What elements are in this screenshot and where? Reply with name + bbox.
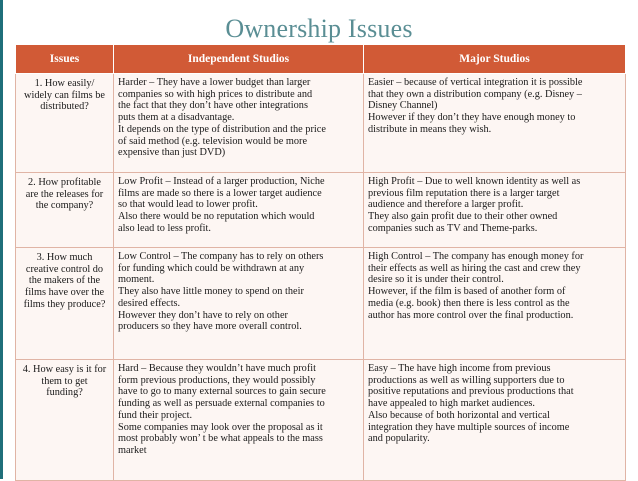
independent-line: films are made so there is a lower target audience xyxy=(118,187,322,199)
major-line: that they own a distribution company (e.g. Disney – xyxy=(368,88,582,100)
issue-cell xyxy=(16,173,114,248)
independent-line: for funding which could be withdrawn at any xyxy=(118,262,305,274)
independent-line: Also there would be no reputation which would xyxy=(118,211,315,223)
major-line: media (e.g. book) then there is less control as the xyxy=(368,297,570,309)
major-line: and popularity. xyxy=(368,433,430,445)
independent-cell xyxy=(114,248,364,360)
major-line: integration they have multiple sources of income xyxy=(368,421,570,433)
issue-line: creative control do xyxy=(25,263,104,275)
issue-line: the company? xyxy=(35,200,94,212)
issue-line: the makers of the xyxy=(28,275,101,287)
issue-cell xyxy=(16,360,114,481)
major-line: positive reputations and previous productions that xyxy=(368,386,574,398)
major-line: audience and therefore a larger profit. xyxy=(368,199,524,211)
independent-line: They also have little money to spend on their xyxy=(118,286,304,298)
issue-line: 2. How profitable xyxy=(28,177,101,188)
table-row xyxy=(16,360,626,481)
independent-line: the fact that they don’t have other integrations xyxy=(118,100,308,112)
major-line: However if they don’t they have enough money to xyxy=(368,112,576,124)
major-line: High Control – The company has enough money for xyxy=(368,251,584,262)
independent-line: However they don’t have to rely on other xyxy=(118,309,288,321)
independent-line: Low Control – The company has to rely on others xyxy=(118,251,324,262)
issue-line: distributed? xyxy=(40,101,89,113)
independent-line: Harder – They have a lower budget than larger xyxy=(118,77,311,88)
issue-line: 1. How easily/ xyxy=(34,78,95,89)
independent-line: expensive than just DVD) xyxy=(118,147,226,159)
independent-line: funding as well as persuade external companies to xyxy=(118,398,325,410)
major-cell xyxy=(364,173,626,248)
independent-line: market xyxy=(118,444,147,456)
ownership-table xyxy=(15,44,626,481)
independent-cell xyxy=(114,74,364,173)
issue-line: films have over the xyxy=(24,287,105,299)
issue-line: funding? xyxy=(46,387,83,399)
independent-line: producers so they have more overall control. xyxy=(118,321,302,333)
major-line: distribute in means they wish. xyxy=(368,123,492,135)
issue-line: 4. How easy is it for xyxy=(22,364,107,375)
independent-cell xyxy=(114,173,364,248)
independent-line: also lead to less profit. xyxy=(118,222,211,234)
major-line: They also gain profit due to their other owned xyxy=(368,211,558,223)
table-row xyxy=(16,74,626,173)
header-issues: Issues xyxy=(16,45,114,74)
independent-line: desired effects. xyxy=(118,297,181,309)
independent-cell xyxy=(114,360,364,481)
independent-line: Some companies may look over the proposal as it xyxy=(118,421,323,433)
left-accent-bar xyxy=(0,0,3,479)
independent-line: It depends on the type of distribution and the price xyxy=(118,123,326,135)
major-line: productions as well as willing supporters due to xyxy=(368,374,565,386)
table-row xyxy=(16,173,626,248)
major-cell xyxy=(364,74,626,173)
independent-line: have to go to many external sources to gain secure xyxy=(118,386,326,398)
independent-line: companies so with high prices to distribute and xyxy=(118,88,313,100)
independent-line: fund their project. xyxy=(118,409,193,421)
table-header-row xyxy=(16,45,626,74)
independent-line: Low Profit – Instead of a larger production, Niche xyxy=(118,176,325,187)
independent-line: form previous productions, they would possibly xyxy=(118,374,316,386)
independent-line: of said method (e.g. television would be more xyxy=(118,135,308,147)
major-line: author has more control over the final production. xyxy=(368,309,574,321)
issue-line: widely can films be xyxy=(24,89,105,101)
major-line: Easier – because of vertical integration it is possible xyxy=(368,77,583,88)
major-line: their effects as well as hiring the cast and crew they xyxy=(368,262,581,274)
independent-line: so that would lead to lower profit. xyxy=(118,199,258,211)
independent-line: Hard – Because they wouldn’t have much profit xyxy=(118,363,316,374)
page-title: Ownership Issues xyxy=(225,14,413,43)
independent-line: moment. xyxy=(118,274,155,286)
major-line: Also because of both horizontal and vertical xyxy=(368,409,550,421)
issue-line: films they produce? xyxy=(23,298,106,310)
issue-line: are the releases for xyxy=(25,188,104,200)
major-line: previous film reputation there is a larger target xyxy=(368,187,560,199)
major-line: However, if the film is based of another form of xyxy=(368,286,566,298)
major-line: desire so it is under their control. xyxy=(368,274,504,286)
independent-line: most probably won’ t be what appeals to the mass xyxy=(118,433,323,445)
issue-cell xyxy=(16,74,114,173)
major-line: High Profit – Due to well known identity as well as xyxy=(368,176,581,187)
major-cell xyxy=(364,248,626,360)
issue-cell xyxy=(16,248,114,360)
table-row xyxy=(16,248,626,360)
header-independent-studios: Independent Studios xyxy=(114,45,364,74)
major-line: Disney Channel) xyxy=(368,100,438,112)
issue-line: them to get xyxy=(41,375,88,387)
issue-line: 3. How much xyxy=(36,252,93,263)
header-major-studios: Major Studios xyxy=(364,45,626,74)
major-line: have appealed to high market audiences. xyxy=(368,398,535,410)
independent-line: puts them at a disadvantage. xyxy=(118,112,235,124)
major-line: Easy – The have high income from previous xyxy=(368,363,551,374)
major-line: companies such as TV and Theme-parks. xyxy=(368,222,538,234)
major-cell xyxy=(364,360,626,481)
